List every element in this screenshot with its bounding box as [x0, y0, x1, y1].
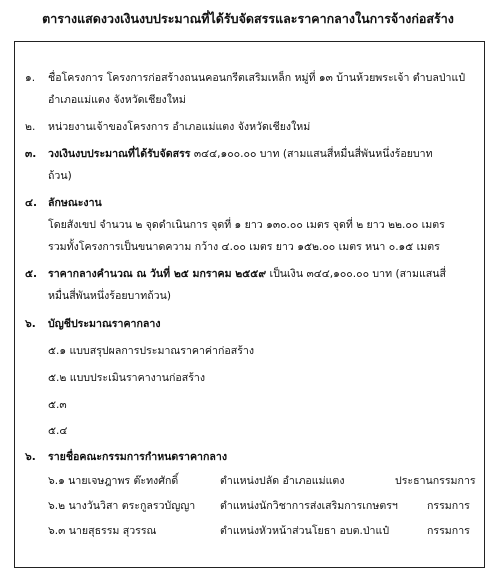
- item-4-label: ลักษณะงาน: [48, 197, 102, 209]
- sub-item-5-3: ๕.๓: [48, 399, 67, 411]
- committee-member-1-position: ตำแหน่งปลัด อำเภอแม่แตง: [220, 475, 345, 487]
- item-5-line-1: [48, 268, 446, 281]
- item-5-amount: เป็นเงิน ๓๔๔,๑๐๐.๐๐ บาท (สามแสนสี่: [266, 268, 446, 280]
- item-4-number: ๔.: [25, 197, 38, 209]
- sub-item-5-1: ๕.๑ แบบสรุปผลการประมาณราคาค่าก่อสร้าง: [48, 345, 255, 357]
- item-6-number: ๖.: [25, 318, 36, 330]
- item-1-line-2: อำเภอแม่แตง จังหวัดเชียงใหม่: [48, 94, 186, 106]
- item-5-line-2: หมื่นสี่พันหนึ่งร้อยบาทถ้วน): [48, 290, 171, 302]
- item-1-line-1: ชื่อโครงการ โครงการก่อสร้างถนนคอนกรีตเสริมเหล็ก หมู่ที่ ๑๓ บ้านห้วยพระเจ้า ตำบลป่าแป๋: [48, 72, 466, 84]
- item-3-number: ๓.: [25, 148, 37, 160]
- item-3-line-1: [48, 148, 433, 161]
- item-4-line-2: โดยสังเขป จำนวน ๒ จุดดำเนินการ จุดที่ ๑ ยาว ๑๓๐.๐๐ เมตร จุดที่ ๒ ยาว ๒๒.๐๐ เมตร: [48, 219, 445, 231]
- item-5-label: ราคากลางคำนวณ ณ วันที่ ๒๕ มกราคม ๒๕๕๙: [48, 268, 267, 280]
- item-3-label: วงเงินงบประมาณที่ได้รับจัดสรร: [48, 148, 191, 160]
- committee-member-2-role: กรรมการ: [427, 500, 470, 512]
- item-3-line-2: ถ้วน): [48, 170, 72, 182]
- item-2-line-1: หน่วยงานเจ้าของโครงการ อำเภอแม่แตง จังหวัดเชียงใหม่: [48, 121, 311, 133]
- item-2-number: ๒.: [25, 121, 36, 133]
- item-1-number: ๑.: [25, 72, 36, 84]
- committee-member-1-role: ประธานกรรมการ: [395, 475, 476, 487]
- item-5-number: ๕.: [25, 268, 38, 280]
- document-title: ตารางแสดงวงเงินงบประมาณที่ได้รับจัดสรรและราคากลางในการจ้างก่อสร้าง: [42, 11, 454, 26]
- committee-member-1-name: ๖.๑ นายเจษฎาพร ต๊ะทงศักดิ์: [48, 475, 179, 487]
- committee-member-2-name: ๖.๒ นางวันวิสา ตระกูลรวบัญญา: [48, 500, 196, 512]
- sub-item-5-4: ๕.๔: [48, 425, 68, 437]
- item-3-amount: ๓๔๔,๑๐๐.๐๐ บาท (สามแสนสี่หมื่นสี่พันหนึ่งร้อยบาท: [190, 148, 433, 160]
- content-box: [14, 41, 485, 568]
- item-4-line-3: รวมทั้งโครงการเป็นขนาดความ กว้าง ๔.๐๐ เมตร ยาว ๑๕๒.๐๐ เมตร หนา ๐.๑๕ เมตร: [48, 241, 440, 253]
- item-6-label: บัญชีประมาณราคากลาง: [48, 318, 161, 330]
- item-7-label: รายชื่อคณะกรรมการกำหนดราคากลาง: [48, 451, 228, 463]
- committee-member-3-role: กรรมการ: [427, 525, 470, 537]
- item-7-number: ๖.: [25, 451, 36, 463]
- committee-member-3-name: ๖.๓ นายสุธรรม สุวรรณ: [48, 525, 157, 537]
- committee-member-2-position: ตำแหน่งนักวิชาการส่งเสริมการเกษตรฯ: [220, 500, 398, 512]
- committee-member-3-position: ตำแหน่งหัวหน้าส่วนโยธา อบต.ป่าแป๋: [220, 525, 390, 537]
- sub-item-5-2: ๕.๒ แบบประเมินราคางานก่อสร้าง: [48, 372, 206, 384]
